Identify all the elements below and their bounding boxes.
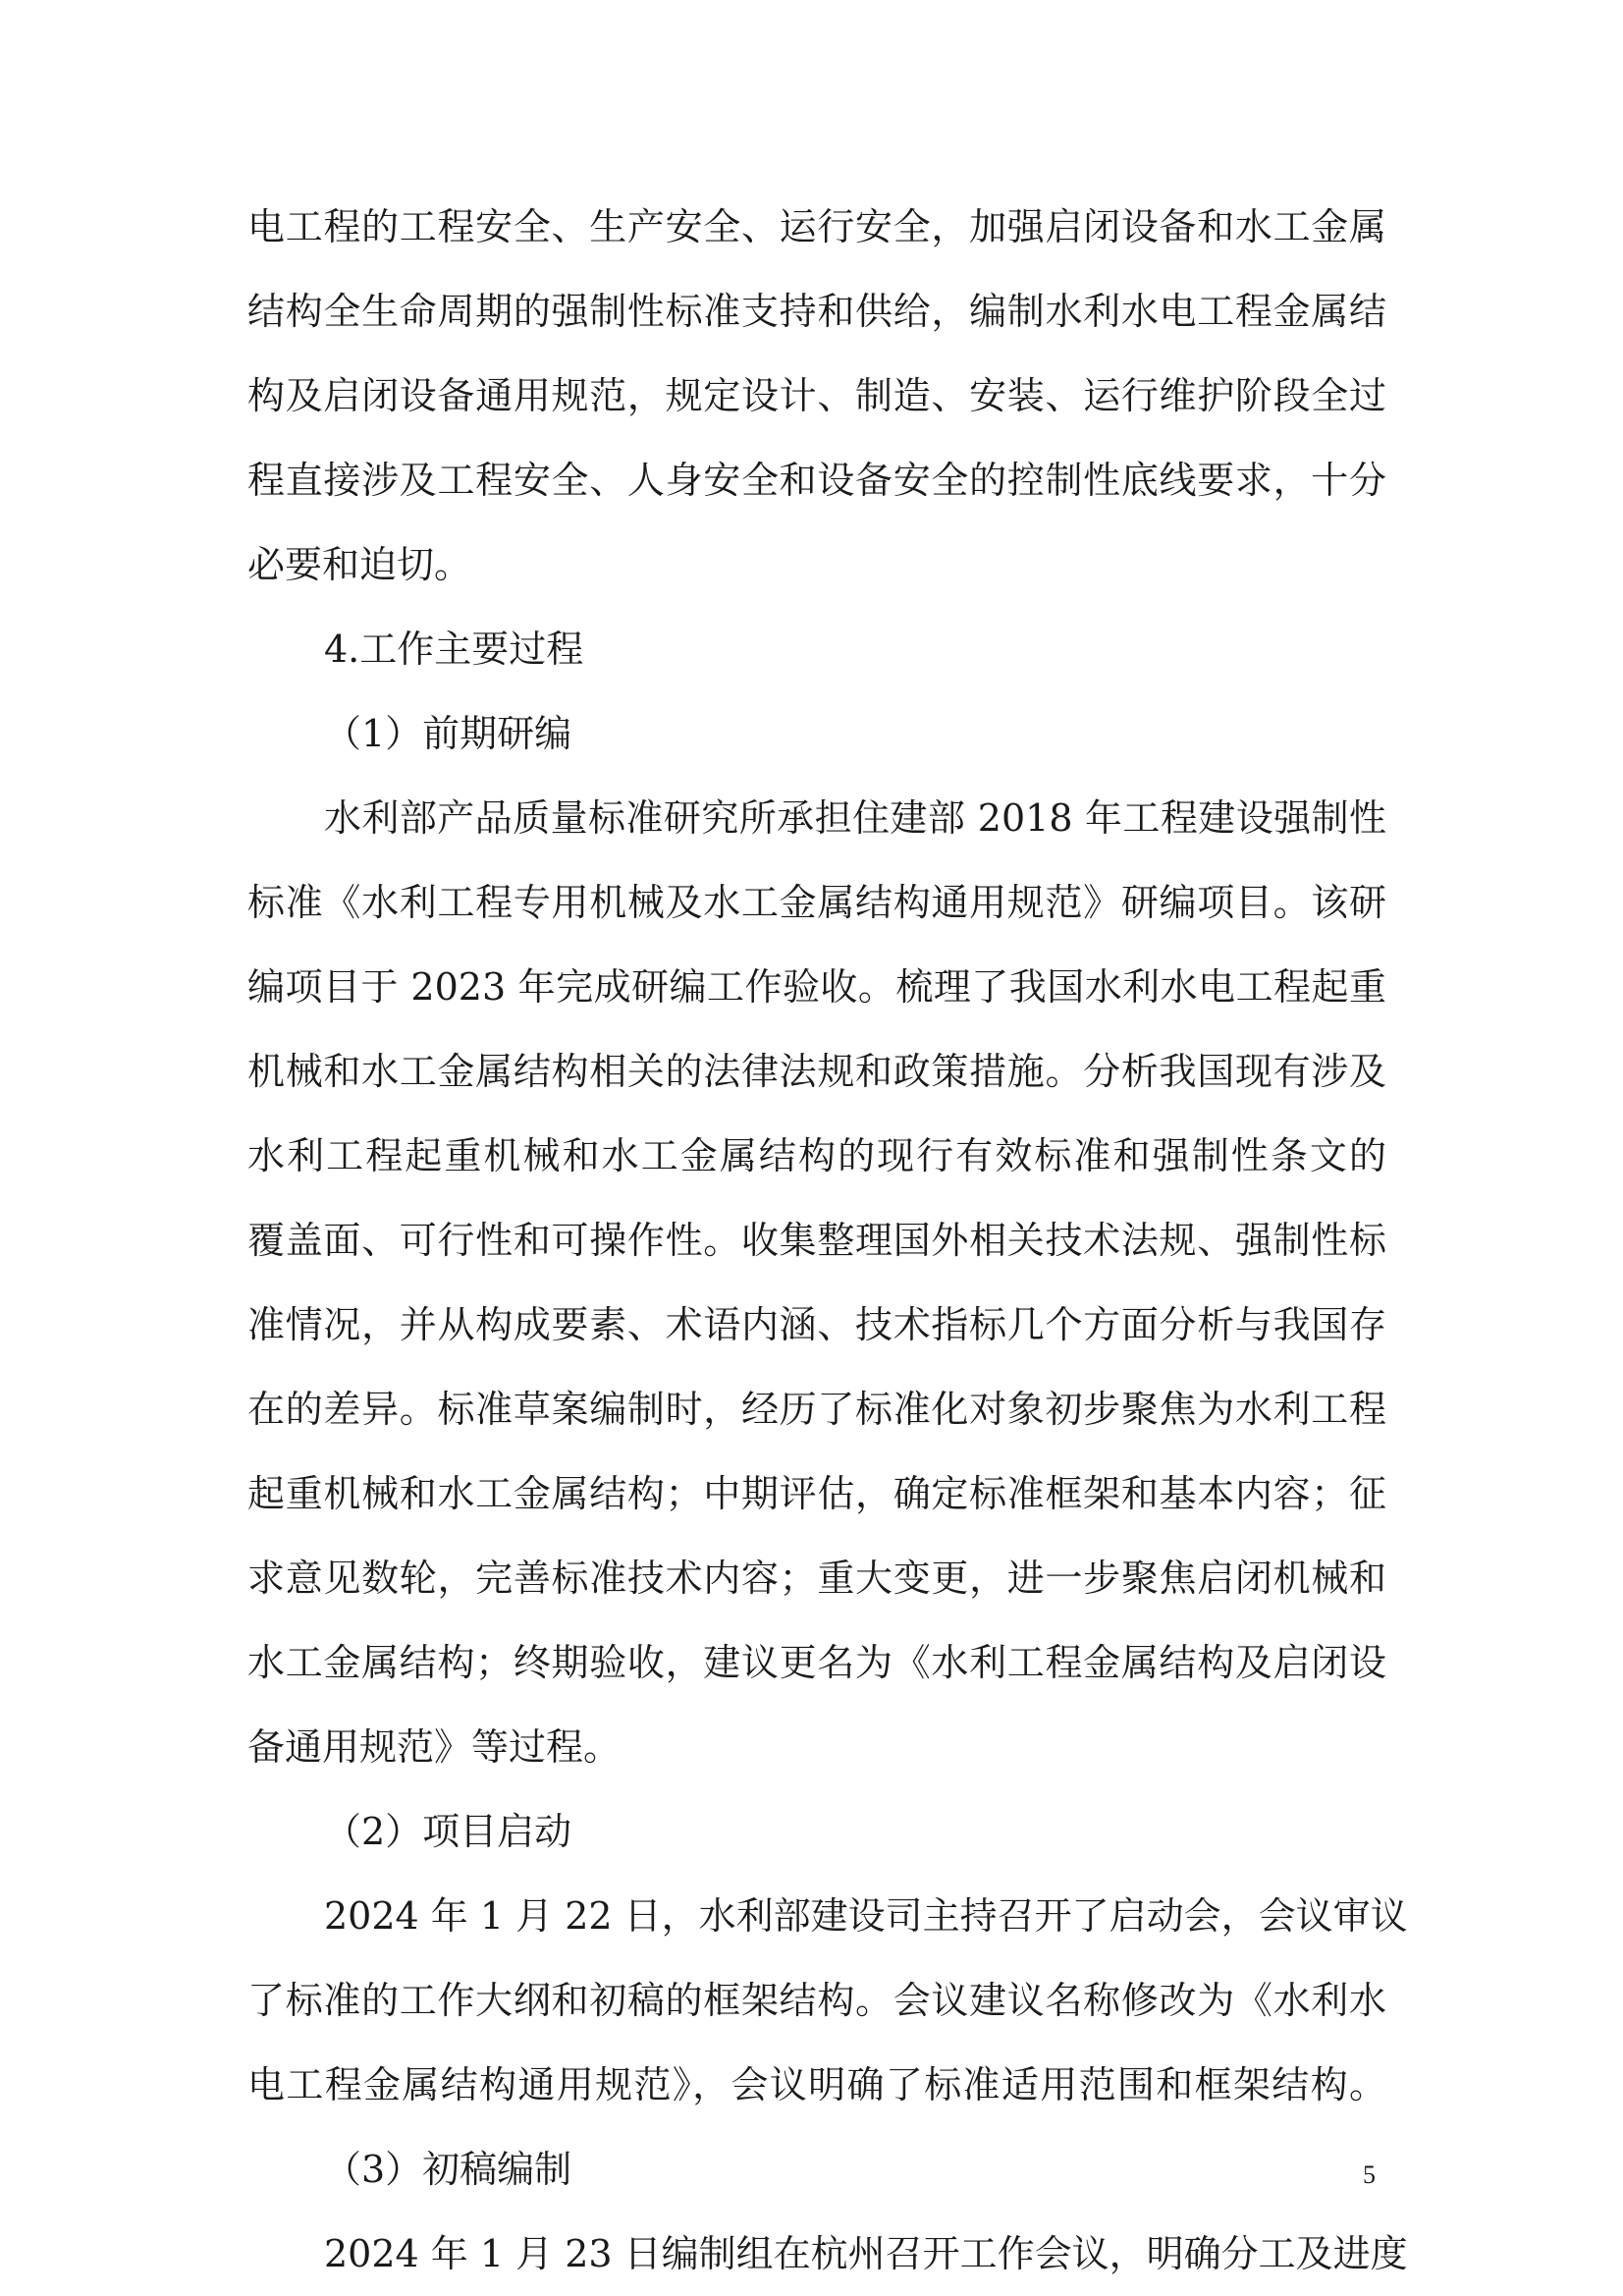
paragraph-line: 求意见数轮，完善标准技术内容；重大变更，进一步聚焦启闭机械和 [247,1557,1386,1600]
section-heading: 4.工作主要过程 [324,628,584,671]
paragraph-line: 了标准的工作大纲和初稿的框架结构。会议建议名称修改为《水利水 [247,1979,1386,2022]
paragraph-line: 机械和水工金属结构相关的法律法规和政策措施。分析我国现有涉及 [247,1050,1386,1093]
paragraph-line: 2024 年 1 月 23 日编制组在杭州召开工作会议，明确分工及进度 [324,2232,1408,2275]
subsection-heading: （1）前期研编 [324,712,572,755]
paragraph-line: 起重机械和水工金属结构；中期评估，确定标准框架和基本内容；征 [247,1472,1386,1515]
paragraph-line: 水工金属结构；终期验收，建议更名为《水利工程金属结构及启闭设 [247,1641,1386,1684]
subsection-heading: （2）项目启动 [324,1810,572,1853]
paragraph-line: 准情况，并从构成要素、术语内涵、技术指标几个方面分析与我国存 [247,1303,1386,1346]
page-number: 5 [1363,2160,1376,2189]
paragraph-line: 程直接涉及工程安全、人身安全和设备安全的控制性底线要求，十分 [247,459,1386,502]
paragraph-line: 在的差异。标准草案编制时，经历了标准化对象初步聚焦为水利工程 [247,1388,1386,1431]
paragraph-line: 2024 年 1 月 22 日，水利部建设司主持召开了启动会，会议审议 [324,1894,1408,1938]
paragraph-line: 结构全生命周期的强制性标准支持和供给，编制水利水电工程金属结 [247,290,1386,333]
paragraph-line: 水利部产品质量标准研究所承担住建部 2018 年工程建设强制性 [324,796,1386,840]
paragraph-line: 覆盖面、可行性和可操作性。收集整理国外相关技术法规、强制性标 [247,1219,1386,1262]
paragraph-line: 电工程金属结构通用规范》，会议明确了标准适用范围和框架结构。 [247,2063,1386,2106]
paragraph-line: 构及启闭设备通用规范，规定设计、制造、安装、运行维护阶段全过 [247,374,1386,417]
paragraph-line: 必要和迫切。 [247,543,472,586]
paragraph-line: 备通用规范》等过程。 [247,1725,622,1769]
subsection-heading: （3）初稿编制 [324,2148,572,2191]
paragraph-line: 水利工程起重机械和水工金属结构的现行有效标准和强制性条文的 [247,1134,1386,1177]
body-text [247,185,1408,2296]
paragraph-line: 编项目于 2023 年完成研编工作验收。梳理了我国水利水电工程起重 [247,965,1386,1009]
paragraph-line: 电工程的工程安全、生产安全、运行安全，加强启闭设备和水工金属 [247,205,1386,248]
paragraph-line: 标准《水利工程专用机械及水工金属结构通用规范》研编项目。该研 [247,881,1386,924]
